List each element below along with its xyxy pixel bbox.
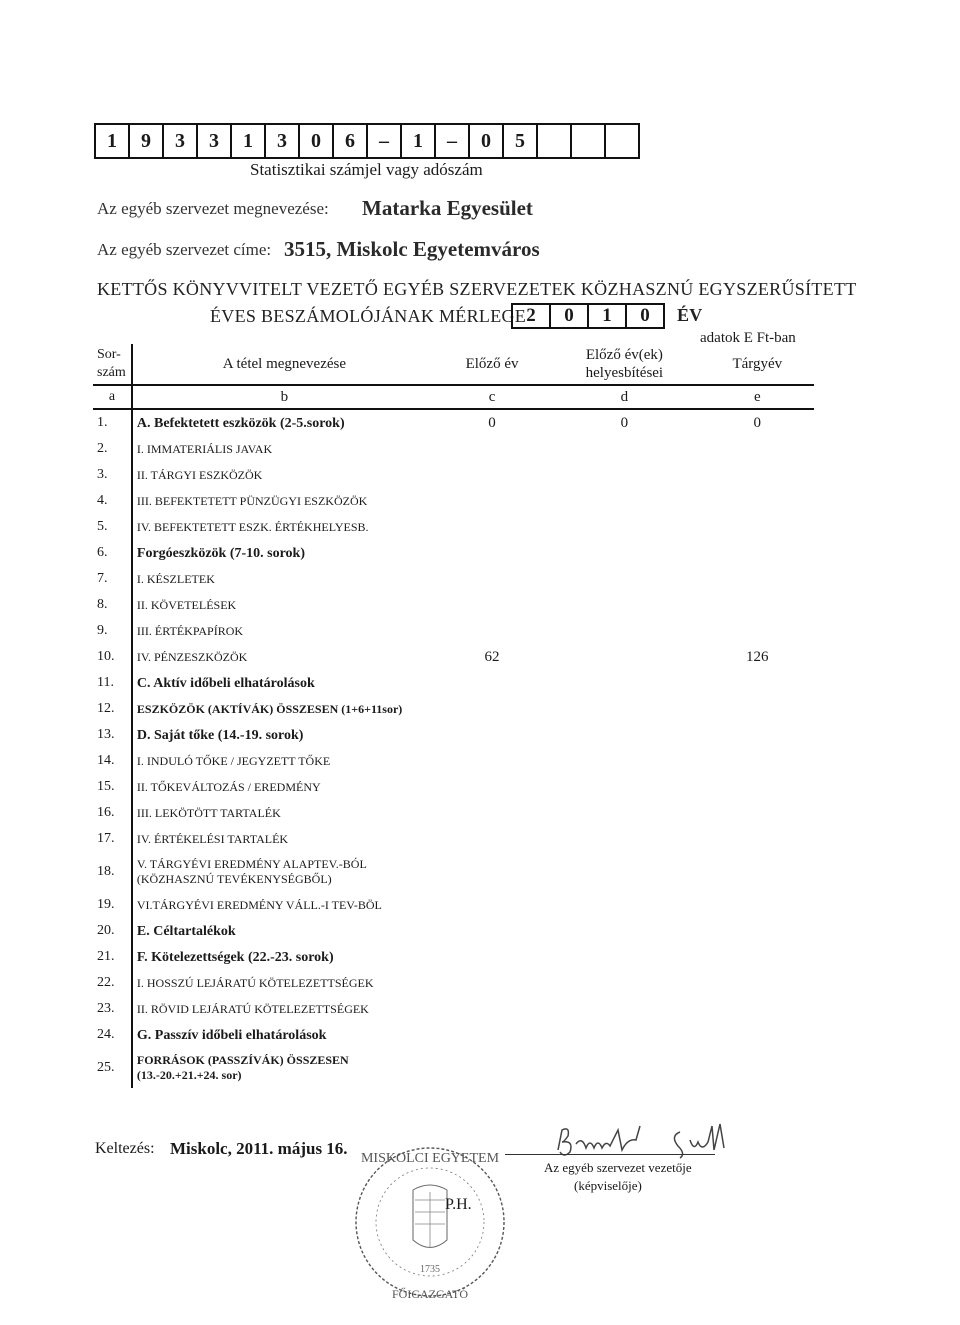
row-corrections: [548, 514, 700, 540]
row-corrections: [548, 696, 700, 722]
row-item-name: ESZKÖZÖK (AKTÍVÁK) ÖSSZESEN (1+6+11sor): [136, 701, 403, 716]
row-previous-year: [436, 826, 548, 852]
header-row-number-line1: Sor-: [97, 347, 121, 362]
table-row: [93, 918, 814, 944]
row-item-name: VI.TÁRGYÉVI EREDMÉNY VÁLL.-I TEV-BÖL: [136, 897, 382, 912]
table-row: [93, 774, 814, 800]
row-number: 3.: [93, 462, 132, 488]
table-row: [93, 409, 814, 436]
row-corrections: [548, 540, 700, 566]
tax-id-digit: 1: [400, 123, 436, 159]
row-current-year: [701, 918, 814, 944]
letter-c: c: [436, 385, 548, 409]
row-current-year: [701, 852, 814, 892]
header-corrections: [548, 344, 700, 385]
header-previous-year: Előző év: [436, 344, 548, 385]
row-previous-year: [436, 592, 548, 618]
table-row: [93, 996, 814, 1022]
row-number: 9.: [93, 618, 132, 644]
row-item-name: I. KÉSZLETEK: [136, 571, 215, 586]
row-previous-year: [436, 748, 548, 774]
row-number: 20.: [93, 918, 132, 944]
row-current-year: [701, 696, 814, 722]
table-row: [93, 826, 814, 852]
row-corrections: [548, 618, 700, 644]
row-previous-year: [436, 566, 548, 592]
row-current-year: [701, 670, 814, 696]
row-current-year: 126: [746, 648, 769, 665]
row-item-name: II. TÁRGYI ESZKÖZÖK: [136, 467, 263, 482]
row-item-name: I. IMMATERIÁLIS JAVAK: [136, 441, 273, 456]
row-item-name: III. ÉRTÉKPAPÍROK: [136, 623, 244, 638]
row-corrections: [548, 996, 700, 1022]
row-corrections: [548, 592, 700, 618]
row-current-year: [701, 892, 814, 918]
row-previous-year: [436, 540, 548, 566]
table-row: [93, 670, 814, 696]
row-item-name: I. HOSSZÚ LEJÁRATÚ KÖTELEZETTSÉGEK: [136, 975, 374, 990]
table-row: [93, 462, 814, 488]
tax-id-digit: 3: [196, 123, 232, 159]
row-corrections: [548, 566, 700, 592]
tax-id-digit: 0: [468, 123, 504, 159]
row-current-year: [701, 1022, 814, 1048]
row-item-name: IV. PÉNZESZKÖZÖK: [136, 649, 248, 664]
row-previous-year: [436, 722, 548, 748]
table-row: [93, 592, 814, 618]
table-row: [93, 748, 814, 774]
row-previous-year: [436, 918, 548, 944]
row-item-name: Forgóeszközök (7-10. sorok): [136, 545, 305, 561]
row-number: 11.: [93, 670, 132, 696]
row-item-name: V. TÁRGYÉVI EREDMÉNY ALAPTEV.-BÓL (KÖZHASZNÚ TEVÉKENYSÉGBŐL): [136, 857, 367, 886]
row-number: 16.: [93, 800, 132, 826]
stamp-text-top: MISKOLCI EGYETEM: [360, 1151, 500, 1166]
stamp-text-bottom: FŐIGAZGATÓ: [392, 1287, 468, 1301]
row-previous-year: [436, 618, 548, 644]
row-current-year: [701, 592, 814, 618]
row-corrections: [548, 748, 700, 774]
row-current-year: [701, 514, 814, 540]
row-item-name: D. Saját tőke (14.-19. sorok): [136, 727, 304, 743]
row-previous-year: [436, 892, 548, 918]
tax-id-digit: 3: [162, 123, 198, 159]
row-current-year: [701, 618, 814, 644]
row-current-year: [701, 722, 814, 748]
row-previous-year: [436, 1048, 548, 1088]
table-row: [93, 722, 814, 748]
row-corrections: [548, 918, 700, 944]
row-item-name: II. KÖVETELÉSEK: [136, 597, 237, 612]
row-number: 12.: [93, 696, 132, 722]
form-title-line2: ÉVES BESZÁMOLÓJÁNAK MÉRLEGE: [210, 306, 527, 326]
row-previous-year: [436, 774, 548, 800]
row-item-name: III. LEKÖTÖTT TARTALÉK: [136, 805, 281, 820]
row-previous-year: [436, 670, 548, 696]
table-row: [93, 852, 814, 892]
form-title-line1: KETTŐS KÖNYVVITELT VEZETŐ EGYÉB SZERVEZETEK KÖZHASZNÚ EGYSZERŰSÍTETT: [97, 279, 857, 299]
tax-id-digit: –: [434, 123, 470, 159]
header-item-name: A tétel megnevezése: [132, 344, 436, 385]
signer-subtitle: (képviselője): [574, 1178, 642, 1193]
table-row: [93, 944, 814, 970]
letter-b: b: [132, 385, 436, 409]
year-digit: 2: [511, 303, 551, 329]
header-corrections-line1: Előző év(ek): [585, 347, 663, 363]
table-row: [93, 618, 814, 644]
row-number: 18.: [93, 852, 132, 892]
row-item-name: F. Kötelezettségek (22.-23. sorok): [136, 949, 334, 965]
handwritten-signature: [540, 1118, 755, 1162]
stamp-ph: P.H.: [445, 1196, 472, 1213]
row-previous-year: [436, 462, 548, 488]
tax-id-digit: 1: [230, 123, 266, 159]
date-label: Keltezés:: [95, 1140, 155, 1157]
row-previous-year: [436, 996, 548, 1022]
row-number: 23.: [93, 996, 132, 1022]
row-corrections: [548, 800, 700, 826]
row-item-name: IV. BEFEKTETETT ESZK. ÉRTÉKHELYESB.: [136, 519, 369, 534]
row-number: 10.: [93, 644, 132, 670]
tax-id-boxes: [94, 123, 638, 159]
row-current-year: [701, 1048, 814, 1088]
table-row: [93, 1048, 814, 1088]
row-item-name: II. RÖVID LEJÁRATÚ KÖTELEZETTSÉGEK: [136, 1001, 369, 1016]
table-row: [93, 696, 814, 722]
row-corrections: [548, 488, 700, 514]
table-row: [93, 970, 814, 996]
row-previous-year: [436, 1022, 548, 1048]
row-item-name: C. Aktív időbeli elhatárolások: [136, 675, 315, 691]
letter-a: a: [93, 385, 132, 409]
row-corrections: [548, 774, 700, 800]
row-current-year: [701, 996, 814, 1022]
row-corrections: [548, 970, 700, 996]
row-number: 21.: [93, 944, 132, 970]
row-corrections: [548, 462, 700, 488]
signature-line: [505, 1154, 715, 1155]
year-digit: 0: [549, 303, 589, 329]
org-name: Matarka Egyesület: [362, 196, 533, 220]
header-current-year: Tárgyév: [701, 344, 814, 385]
tax-id-digit: 1: [94, 123, 130, 159]
table-row: [93, 800, 814, 826]
row-corrections: [548, 436, 700, 462]
row-number: 15.: [93, 774, 132, 800]
tax-id-digit: 3: [264, 123, 300, 159]
table-row: [93, 892, 814, 918]
row-current-year: [701, 774, 814, 800]
letter-d: d: [548, 385, 700, 409]
row-previous-year: 62: [484, 648, 500, 665]
unit-note: adatok E Ft-ban: [700, 330, 796, 346]
row-previous-year: [436, 488, 548, 514]
row-item-name: E. Céltartalékok: [136, 923, 236, 939]
tax-id-digit: –: [366, 123, 402, 159]
row-number: 7.: [93, 566, 132, 592]
org-name-label: Az egyéb szervezet megnevezése:: [97, 199, 329, 218]
table-header-row: [93, 344, 814, 385]
row-current-year: [701, 436, 814, 462]
row-item-name: II. TŐKEVÁLTOZÁS / EREDMÉNY: [136, 779, 321, 794]
header-row-number: [93, 344, 132, 385]
table-row: [93, 566, 814, 592]
year-digit: 0: [625, 303, 665, 329]
row-current-year: [701, 462, 814, 488]
date-value: Miskolc, 2011. május 16.: [170, 1139, 348, 1158]
row-corrections: [548, 826, 700, 852]
row-current-year: [701, 826, 814, 852]
row-number: 24.: [93, 1022, 132, 1048]
header-corrections-line2: helyesbítései: [585, 365, 664, 381]
row-number: 25.: [93, 1048, 132, 1088]
tax-id-digit: 5: [502, 123, 538, 159]
org-address: 3515, Miskolc Egyetemváros: [284, 237, 540, 261]
row-item-name: I. INDULÓ TŐKE / JEGYZETT TŐKE: [136, 753, 331, 768]
row-item-name: G. Passzív időbeli elhatárolások: [136, 1027, 327, 1043]
row-corrections: [548, 852, 700, 892]
row-corrections: [548, 1048, 700, 1088]
row-current-year: [701, 540, 814, 566]
row-item-name: IV. ÉRTÉKELÉSI TARTALÉK: [136, 831, 289, 846]
balance-sheet-table: [93, 344, 814, 1088]
table-row: [93, 1022, 814, 1048]
tax-id-caption: Statisztikai számjel vagy adószám: [250, 160, 483, 179]
tax-id-digit: 9: [128, 123, 164, 159]
row-number: 4.: [93, 488, 132, 514]
row-previous-year: [436, 852, 548, 892]
table-row: [93, 436, 814, 462]
org-address-label: Az egyéb szervezet címe:: [97, 240, 272, 259]
signer-title: Az egyéb szervezet vezetője: [544, 1160, 692, 1175]
table-row: [93, 488, 814, 514]
tax-id-digit: [570, 123, 606, 159]
row-item-name: FORRÁSOK (PASSZÍVÁK) ÖSSZESEN (13.-20.+21.+24. sor): [136, 1053, 349, 1082]
row-number: 2.: [93, 436, 132, 462]
row-previous-year: [436, 944, 548, 970]
row-number: 14.: [93, 748, 132, 774]
row-corrections: 0: [620, 414, 629, 431]
year-suffix: ÉV: [677, 305, 703, 325]
row-previous-year: [436, 514, 548, 540]
tax-id-digit: 6: [332, 123, 368, 159]
row-number: 8.: [93, 592, 132, 618]
row-previous-year: 0: [488, 414, 496, 431]
row-current-year: 0: [753, 414, 762, 431]
row-number: 17.: [93, 826, 132, 852]
stamp-year: 1735: [420, 1264, 440, 1275]
row-number: 19.: [93, 892, 132, 918]
row-corrections: [548, 1022, 700, 1048]
table-row: [93, 514, 814, 540]
row-current-year: [701, 800, 814, 826]
tax-id-digit: [604, 123, 640, 159]
official-stamp: [345, 1140, 515, 1305]
row-number: 5.: [93, 514, 132, 540]
row-current-year: [701, 488, 814, 514]
row-corrections: [548, 892, 700, 918]
header-row-number-line2: szám: [97, 365, 126, 380]
row-current-year: [701, 970, 814, 996]
row-number: 13.: [93, 722, 132, 748]
row-previous-year: [436, 696, 548, 722]
tax-id-digit: [536, 123, 572, 159]
table-letter-row: [93, 385, 814, 409]
table-row: [93, 644, 814, 670]
row-corrections: [548, 670, 700, 696]
row-previous-year: [436, 436, 548, 462]
table-body: [93, 409, 814, 1088]
year-digit: 1: [587, 303, 627, 329]
row-corrections: [548, 944, 700, 970]
tax-id-digit: 0: [298, 123, 334, 159]
year-boxes: [511, 303, 663, 329]
row-item-name: A. Befektetett eszközök (2-5.sorok): [136, 415, 345, 431]
table-row: [93, 540, 814, 566]
row-number: 1.: [93, 409, 132, 436]
row-previous-year: [436, 800, 548, 826]
row-corrections: [548, 722, 700, 748]
row-previous-year: [436, 970, 548, 996]
row-corrections: [548, 644, 700, 670]
letter-e: e: [701, 385, 814, 409]
row-current-year: [701, 566, 814, 592]
row-current-year: [701, 944, 814, 970]
row-number: 6.: [93, 540, 132, 566]
row-current-year: [701, 748, 814, 774]
row-item-name: III. BEFEKTETETT PÜNZÜGYI ESZKÖZÖK: [136, 493, 368, 508]
row-number: 22.: [93, 970, 132, 996]
